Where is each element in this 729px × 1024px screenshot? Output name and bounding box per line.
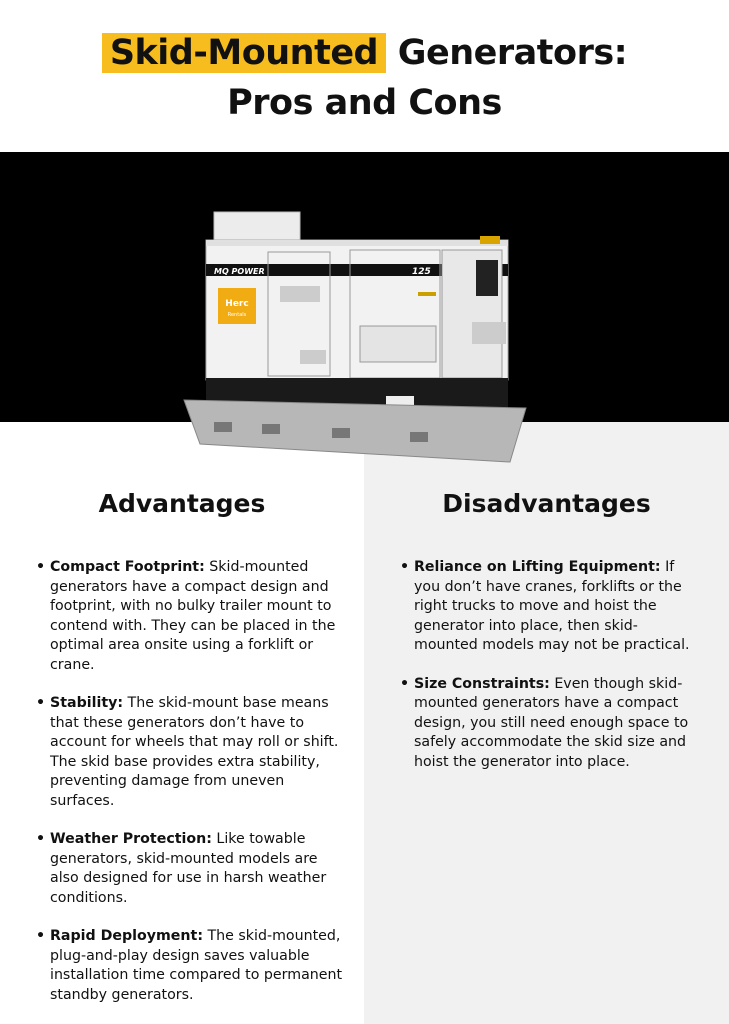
rental-logo: Herc bbox=[225, 299, 249, 309]
disadvantages-heading: Disadvantages bbox=[442, 489, 651, 518]
list-item bbox=[36, 830, 346, 908]
item-text: The skid-mounted, plug-and-play design saves valuable installation time compared to permanent standby generators. bbox=[50, 928, 343, 1003]
title-line2: Pros and Cons bbox=[227, 83, 502, 123]
advantages-section bbox=[36, 488, 346, 1024]
item-text: The skid-mount base means that these generators don’t have to account for wheels that may roll or shift. The skid base provides extra stability, preventing damage from uneven surfaces. bbox=[50, 695, 339, 809]
model-label: 125 bbox=[412, 267, 431, 277]
list-item bbox=[400, 675, 700, 773]
item-term: Stability: bbox=[50, 695, 124, 711]
list-item bbox=[36, 927, 346, 1005]
item-text: Even though skid-mounted generators have a compact design, you still need enough space to safely accommodate the skid size and hoist the generator into place. bbox=[414, 675, 689, 770]
item-term: Reliance on Lifting Equipment: bbox=[414, 559, 661, 575]
list-item bbox=[36, 694, 346, 811]
item-text: Like towable generators, skid-mounted models are also designed for use in harsh weather conditions. bbox=[50, 831, 327, 906]
advantages-heading: Advantages bbox=[98, 489, 266, 518]
item-term: Rapid Deployment: bbox=[50, 928, 203, 944]
rental-logo-sub: Rentals bbox=[227, 312, 247, 318]
item-text: Skid-mounted generators have a compact design and footprint, with no bulky trailer mount to contend with. They can be placed in the optimal area onsite using a forklift or crane. bbox=[50, 559, 336, 673]
list-item bbox=[400, 558, 700, 656]
advantages-list bbox=[36, 558, 346, 1005]
item-term: Compact Footprint: bbox=[50, 559, 205, 575]
generator-image bbox=[180, 200, 530, 475]
title-line1-rest: Generators: bbox=[386, 33, 628, 73]
title-highlight: Skid-Mounted bbox=[102, 33, 386, 73]
page-title bbox=[0, 28, 729, 128]
item-term: Size Constraints: bbox=[414, 675, 550, 692]
item-text: If you don’t have cranes, forklifts or the right trucks to move and hoist the generator into place, then skid-mounted models may not be practical. bbox=[414, 559, 690, 653]
disadvantages-list bbox=[400, 558, 700, 772]
brand-label: MQ POWER bbox=[214, 267, 265, 276]
list-item bbox=[36, 558, 346, 675]
item-term: Weather Protection: bbox=[50, 831, 212, 847]
generator-illustration bbox=[180, 200, 530, 475]
disadvantages-section bbox=[400, 488, 700, 791]
